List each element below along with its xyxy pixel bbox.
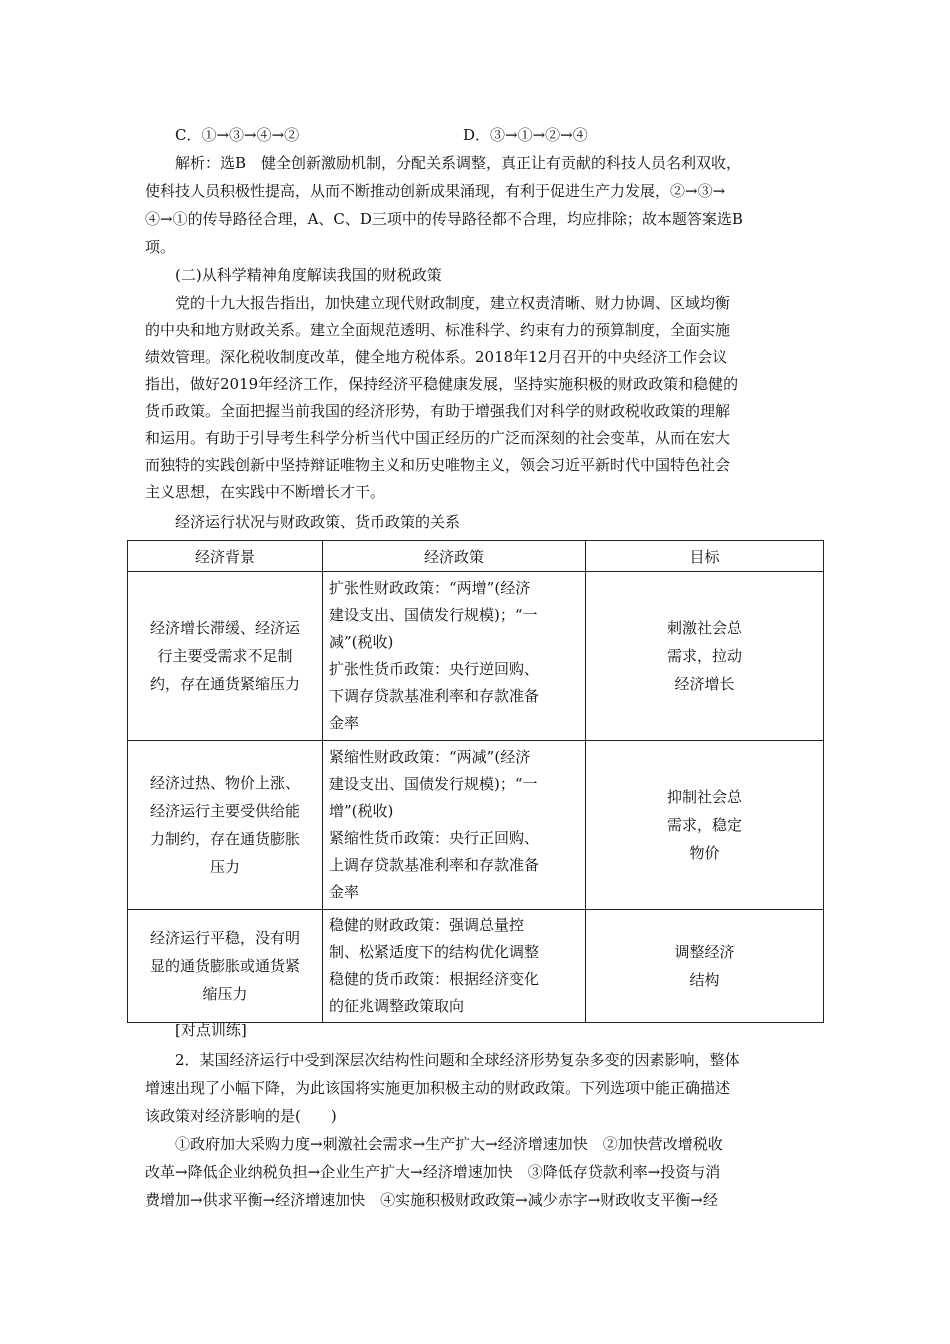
cell-line: 建设支出、国债发行规模)；“一 [329,606,538,624]
cell-line: 需求，稳定 [666,816,742,834]
option-d: D．③→①→②→④ [463,126,588,144]
analysis-line: 解析：选B 健全创新激励机制，分配关系调整，真正让有贡献的科技人员名利双收， [175,154,742,172]
analysis-line: 使科技人员积极性提高，从而不断推动创新成果涌现，有利于促进生产力发展，②→③→ [145,182,726,200]
question-line: 增速出现了小幅下降，为此该国将实施更加积极主动的财政政策。下列选项中能正确描述 [145,1079,731,1097]
cell-line: 经济增长滞缓、经济运 [149,619,300,637]
cell-line: 稳健的货币政策：根据经济变化 [329,970,540,988]
cell-line: 经济过热、物价上涨、 [149,774,300,792]
cell-line: 上调存贷款基准利率和存款准备 [329,856,540,874]
table-header-row [128,541,824,572]
practice-label: [对点训练] [175,1021,247,1039]
policy-cell [323,572,586,741]
goal-cell [586,741,824,910]
cell-line: 力制约，存在通货膨胀 [149,830,300,848]
cell-line: 显的通货膨胀或通货紧 [149,957,300,975]
cell-line: 物价 [689,844,720,862]
paragraph-line: 主义思想，在实践中不断增长才干。 [145,483,386,501]
paragraph-line: 党的十九大报告指出，加快建立现代财政制度，建立权责清晰、财力协调、区域均衡 [175,294,731,312]
cell-line: 稳健的财政政策：强调总量控 [329,916,525,934]
paragraph-line: 而独特的实践创新中坚持辩证唯物主义和历史唯物主义，领会习近平新时代中国特色社会 [145,456,731,474]
header-background: 经济背景 [128,541,323,572]
cell-line: 经济运行主要受供给能 [149,802,300,820]
paragraph-line: 的中央和地方财政关系。建立全面规范透明、标准科学、约束有力的预算制度，全面实施 [145,321,731,339]
cell-line: 需求，拉动 [666,647,742,665]
table-caption: 经济运行状况与财政政策、货币政策的关系 [175,513,461,531]
background-cell [128,741,323,910]
cell-line: 减”(税收) [329,633,394,651]
cell-line: 调整经济 [674,943,735,961]
choice-line: 改革→降低企业纳税负担→企业生产扩大→经济增速加快 ③降低存贷款利率→投资与消 [145,1163,721,1181]
background-cell [128,572,323,741]
cell-line: 经济增长 [674,675,735,693]
policy-table [127,540,824,1023]
question-line: 2．某国经济运行中受到深层次结构性问题和全球经济形势复杂多变的因素影响，整体 [175,1051,740,1069]
question-line: 该政策对经济影响的是( ) [145,1107,337,1125]
cell-line: 紧缩性财政政策：“两减”(经济 [329,748,531,766]
cell-line: 下调存贷款基准利率和存款准备 [329,687,540,705]
cell-line: 的征兆调整政策取向 [329,997,465,1015]
cell-line: 约，存在通货紧缩压力 [149,675,300,693]
cell-line: 金率 [329,714,360,732]
goal-cell [586,910,824,1023]
header-policy: 经济政策 [323,541,586,572]
background-cell [128,910,323,1023]
paragraph-line: 指出，做好2019年经济工作，保持经济平稳健康发展，坚持实施积极的财政政策和稳健的 [145,375,739,393]
cell-line: 建设支出、国债发行规模)；“一 [329,775,538,793]
table-row [128,910,824,1023]
cell-line: 抑制社会总 [666,788,742,806]
cell-line: 金率 [329,883,360,901]
policy-cell [323,910,586,1023]
cell-line: 增”(税收) [329,802,394,820]
cell-line: 制、松紧适度下的结构优化调整 [329,943,540,961]
analysis-line: ④→①的传导路径合理，A、C、D三项中的传导路径都不合理，均应排除；故本题答案选B [145,210,743,228]
paragraph-line: 货币政策。全面把握当前我国的经济形势，有助于增强我们对科学的财政税收政策的理解 [145,402,731,420]
cell-line: 扩张性财政政策：“两增”(经济 [329,579,531,597]
choice-line: ①政府加大采购力度→刺激社会需求→生产扩大→经济增速加快 ②加快营改增税收 [175,1135,723,1153]
analysis-line: 项。 [145,238,176,256]
choice-line: 费增加→供求平衡→经济增速加快 ④实施积极财政政策→减少赤字→财政收支平衡→经 [145,1191,718,1209]
cell-line: 扩张性货币政策：央行逆回购、 [329,660,540,678]
paragraph-line: 和运用。有助于引导考生科学分析当代中国正经历的广泛而深刻的社会变革，从而在宏大 [145,429,731,447]
option-c: C．①→③→④→② [175,126,300,144]
goal-cell [586,572,824,741]
header-goal: 目标 [586,541,824,572]
cell-line: 行主要受需求不足制 [157,647,293,665]
cell-line: 缩压力 [202,985,248,1003]
table-row [128,741,824,910]
cell-line: 紧缩性货币政策：央行正回购、 [329,829,540,847]
policy-cell [323,741,586,910]
cell-line: 经济运行平稳，没有明 [149,929,300,947]
cell-line: 结构 [689,971,720,989]
table-row [128,572,824,741]
section-heading: (二)从科学精神角度解读我国的财税政策 [175,266,442,284]
cell-line: 刺激社会总 [666,619,742,637]
cell-line: 压力 [209,858,240,876]
paragraph-line: 绩效管理。深化税收制度改革，健全地方税体系。2018年12月召开的中央经济工作会议 [145,348,728,366]
